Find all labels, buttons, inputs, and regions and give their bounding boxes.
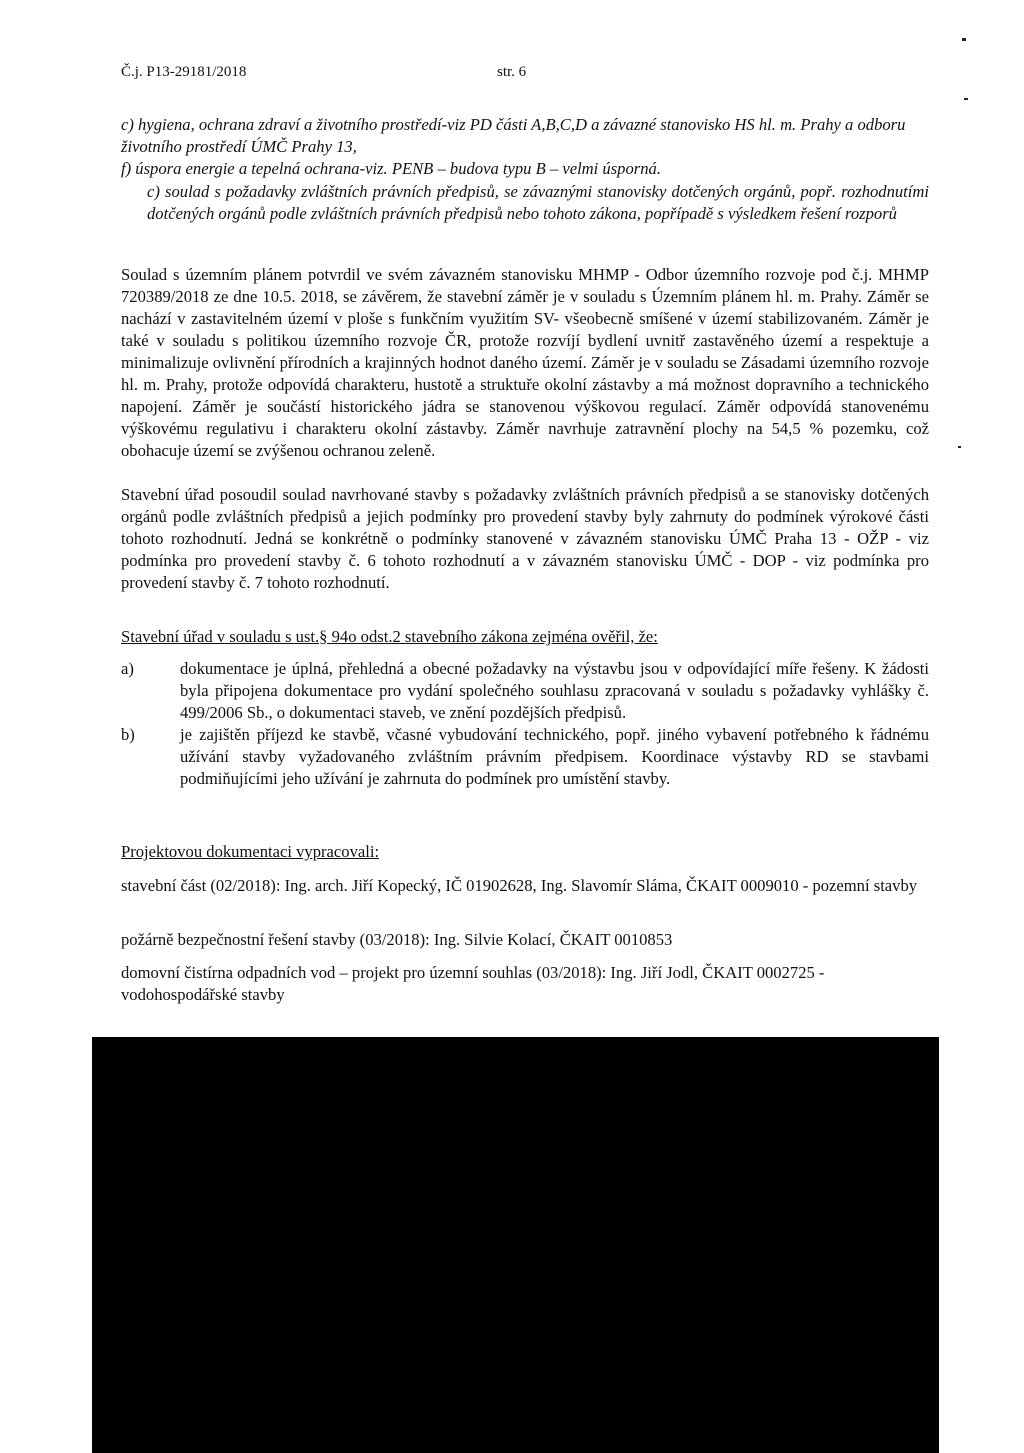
projekt-heading: Projektovou dokumentaci vypracovali:	[121, 842, 380, 861]
projekt-item-pozarni: požárně bezpečnostní řešení stavby (03/2018): Ing. Silvie Kolací, ČKAIT 0010853	[121, 930, 673, 949]
overil-heading: Stavební úřad v souladu s ust.§ 94o odst.2 stavebního zákona zejména ověřil, že:	[121, 627, 658, 646]
projekt-item-stavebni: stavební část (02/2018): Ing. arch. Jiří Kopecký, IČ 01902628, Ing. Slavomír Sláma, ČKAIT 0009010 - pozemní stavby	[121, 876, 918, 895]
page-header	[121, 64, 527, 81]
intro-line-soulad: c) soulad s požadavky zvláštních právních předpisů, se závaznými stanovisky dotčených orgánů, popř. rozhodnutími dotčených orgánů podle zvláštních právních předpisů nebo tohoto zákona, popřípadě s výsledkem řešení rozporů	[147, 182, 929, 223]
list-item	[121, 658, 929, 724]
list-item-text: dokumentace je úplná, přehledná a obecné požadavky na výstavbu jsou v odpovídající míře řešeny. K žádosti byla připojena dokumentace pro vydání společného souhlasu zpracovaná v souladu s požadavky vyhlášky č. 499/2006 Sb., o dokumentaci staveb, ve znění pozdějších předpisů.	[180, 659, 929, 722]
scan-speck	[964, 98, 968, 100]
page-number: str. 6	[497, 64, 527, 80]
reference-number: Č.j. P13-29181/2018	[121, 64, 247, 80]
list-item	[121, 724, 929, 790]
posoudil-paragraph: Stavební úřad posoudil soulad navrhované stavby s požadavky zvláštních právních předpisů a se stanovisky dotčených orgánů podle zvláštních předpisů a jejich podmínky pro provedení stavby byly zahrnuty do podmínek výrokové části tohoto rozhodnutí. Jedná se konkrétně o podmínky stanovené v závazném stanovisku ÚMČ Praha 13 - OŽP - viz podmínka pro provedení stavby č. 6 tohoto rozhodnutí a v závazném stanovisku ÚMČ - DOP - viz podmínka pro provedení stavby č. 7 tohoto rozhodnutí.	[121, 485, 929, 592]
redaction-block	[92, 1037, 939, 1453]
soulad-paragraph: Soulad s územním plánem potvrdil ve svém závazném stanovisku MHMP - Odbor územního rozvoje pod č.j. MHMP 720389/2018 ze dne 10.5. 2018, se závěrem, že stavební záměr je v souladu s Územním plánem hl. m. Prahy. Záměr se nachází v zastavitelném území v ploše s funkčním využitím SV- všeobecně smíšené v území stabilizovaném. Záměr je také v souladu s politikou územního rozvoje ČR, protože rozvíjí bydlení uvnitř zastavěného území a respektuje a minimalizuje ovlivnění přírodních a krajinných hodnot daného území. Záměr je v souladu se Zásadami územního rozvoje hl. m. Prahy, protože odpovídá charakteru, hustotě a struktuře okolní zástavby a má možnost dopravního a technického napojení. Záměr je součástí historického jádra se stanovenou výškovou regulací. Záměr odpovídá stanovenému výškovému regulativu i charakteru okolní zástavby. Záměr navrhuje zatravnění plochy na 54,5 % pozemku, což obohacuje území se zvýšenou ochranou zeleně.	[121, 265, 929, 460]
list-item-text: je zajištěn příjezd ke stavbě, včasné vybudování technického, popř. jiného vybavení potřebného k řádnému užívání stavby vyžadovaného zvláštním právním předpisem. Koordinace výstavby RD se stavbami podmiňujícími jeho užívání je zahrnuta do podmínek pro umístění stavby.	[180, 725, 929, 788]
overil-list	[121, 658, 929, 790]
intro-line-hygiena: c) hygiena, ochrana zdraví a životního prostředí-viz PD části A,B,C,D a závazné stanovisko HS hl. m. Prahy a odboru životního prostředí ÚMČ Prahy 13,	[121, 115, 906, 156]
intro-line-energie: f) úspora energie a tepelná ochrana-viz. PENB – budova typu B – velmi úsporná.	[121, 159, 661, 178]
list-marker: a)	[121, 659, 134, 678]
scan-speck	[962, 38, 966, 41]
list-marker: b)	[121, 725, 135, 744]
scan-speck	[958, 446, 961, 448]
projekt-item-cistirna: domovní čistírna odpadních vod – projekt pro územní souhlas (03/2018): Ing. Jiří Jodl, ČKAIT 0002725 - vodohospodářské stavby	[121, 963, 825, 1004]
